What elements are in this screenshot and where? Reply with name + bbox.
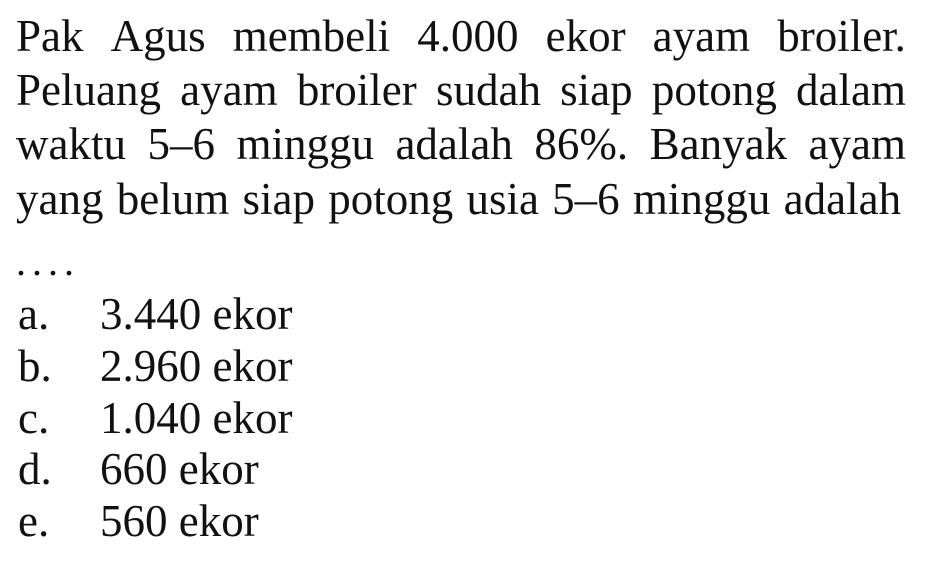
question-word: ayam [808, 119, 906, 169]
question-line-4 [16, 174, 906, 224]
question-word: ekor [545, 11, 626, 61]
question-word: 5–6 [147, 119, 215, 169]
question-word: dalam [796, 65, 906, 115]
question-word: 86%. [534, 119, 629, 169]
question-line-3 [16, 119, 906, 169]
question-word: adalah [395, 119, 513, 169]
question-word: membeli [232, 11, 391, 61]
question-word: Banyak [649, 119, 788, 169]
question-word: sudah [435, 65, 541, 115]
option-text: 660 ekor [100, 444, 259, 494]
question-word: minggu [236, 119, 374, 169]
question-word: potong [651, 65, 777, 115]
question-word: Pak [16, 11, 84, 61]
question-word: Agus [110, 11, 206, 61]
option-letter: a. [18, 289, 50, 339]
question-word: ayam [180, 65, 278, 115]
option-text: 1.040 ekor [100, 393, 293, 443]
question-word: broiler [296, 65, 417, 115]
option-letter: d. [18, 444, 52, 494]
question-word: 4.000 [417, 11, 519, 61]
question-word: broiler. [777, 11, 906, 61]
option-text: 3.440 ekor [100, 289, 293, 339]
question-word: Peluang [16, 65, 161, 115]
question-word: ayam [652, 11, 751, 61]
option-letter: e. [18, 496, 50, 546]
question-ellipsis: .... [16, 239, 80, 284]
question-line-2 [16, 65, 906, 115]
question-word: waktu [16, 119, 126, 169]
question-line-text: yang belum siap potong usia 5–6 minggu adalah [16, 174, 902, 224]
option-text: 2.960 ekor [100, 341, 293, 391]
option-letter: c. [18, 393, 50, 443]
option-letter: b. [18, 341, 52, 391]
question-word: siap [560, 65, 633, 115]
option-text: 560 ekor [100, 496, 259, 546]
question-line-1 [16, 11, 906, 61]
